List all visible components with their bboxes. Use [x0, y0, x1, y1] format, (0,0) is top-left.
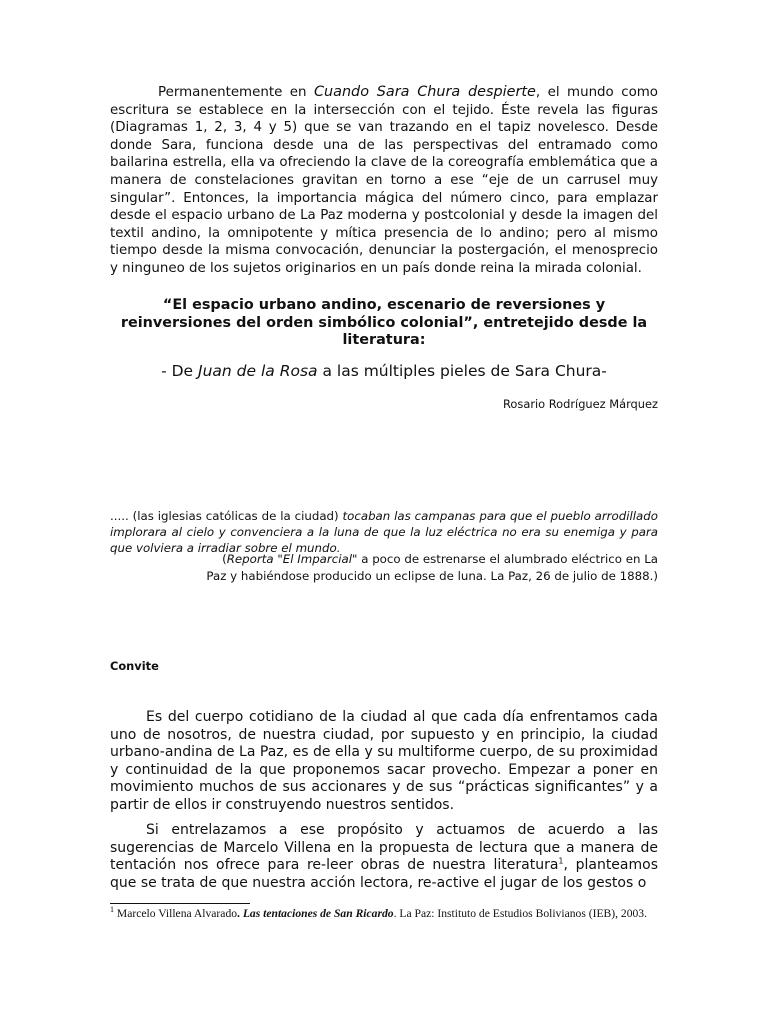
intro-paragraph [110, 84, 658, 278]
paragraph-1-text: Es del cuerpo cotidiano de la ciudad al que cada día enfrentamos cada uno de nosotros, de nuestra ciudad, por supuesto y en principio, la ciudad urbano-andina de La Paz, es de ella y su multiforme cuerpo, de su proximidad y continuidad de la que proponemos sacar provecho. Empezar a poner en movimiento muchos de sus accionares y de sus “prácticas significantes” y a partir de ellos ir construyendo nuestros sentidos. [110, 709, 658, 813]
source-open: ( [222, 552, 227, 566]
epigraph-quote [110, 508, 658, 556]
footnote [110, 906, 658, 922]
footnote-divider [110, 903, 250, 904]
subtitle-rest: a las múltiples pieles de Sara Chura- [317, 362, 607, 380]
subtitle-work: Juan de la Rosa [198, 362, 318, 380]
section-heading: Convite [110, 659, 159, 673]
source-italic: Reporta "El Imparcial" [226, 552, 358, 566]
footnote-publisher: . La Paz: Instituto de Estudios Bolivianos (IEB), 2003. [393, 907, 648, 920]
subtitle-lead: - De [161, 362, 199, 380]
article-author: Rosario Rodríguez Márquez [503, 397, 658, 411]
footnote-author: Marcelo Villena Alvarado [114, 907, 238, 920]
epigraph-italic: tocaban las campanas para que el pueblo arrodillado implorara al cielo y convenciera a la luna de que la luz eléctrica no era su enemiga y para que volviera a irradiar sobre el mundo. [110, 509, 658, 555]
article-title: “El espacio urbano andino, escenario de reversiones y reinversiones del orden simbólico colonial”, entretejido desde la literatura: [120, 297, 648, 348]
footnote-dot: . [237, 907, 243, 920]
article-subtitle [110, 362, 658, 380]
source-line-2: Paz y habiéndose producido un eclipse de luna. La Paz, 26 de julio de 1888.) [206, 569, 658, 583]
epigraph-source [110, 551, 658, 585]
footnote-marker: 1 [110, 905, 114, 915]
intro-lead: Permanentemente en [158, 85, 314, 100]
footnote-book-title: Las tentaciones de San Ricardo [242, 907, 394, 920]
footnote-reference[interactable]: 1 [558, 856, 564, 866]
paragraph-2-text-b: , planteamos que se trata de que nuestra acción lectora, re-active el jugar de los gestos o [110, 857, 658, 891]
epigraph-lead: ..... (las iglesias católicas de la ciudad) [110, 509, 343, 523]
paragraph-2-text-a: Si entrelazamos a ese propósito y actuamos de acuerdo a las sugerencias de Marcelo Villena en la propuesta de lectura que a manera de tentación nos ofrece para re-leer obras de nuestra literatura [110, 822, 658, 873]
source-rest: a poco de estrenarse el alumbrado eléctrico en La [357, 552, 658, 566]
body-paragraph-1 [110, 709, 658, 814]
body-paragraph-2 [110, 822, 658, 892]
intro-body: , el mundo como escritura se establece en la intersección con el tejido. Éste revela las figuras (Diagramas 1, 2, 3, 4 y 5) que se van trazando en el tapiz novelesco. Desde donde Sara, funciona desde una de las perspectivas del entramado como bailarina estrella, ella va ofreciendo la clave de la coreografía emblemática que a manera de constelaciones gravitan en torno a ese “eje de un carrusel muy singular”. Entonces, la importancia mágica del número cinco, para emplazar desde el espacio urbano de La Paz moderna y postcolonial y desde la imagen del textil andino, la omnipotente y mítica presencia de lo andino; pero al mismo tiempo desde la misma convocación, denunciar la postergación, el menosprecio y ninguneo de los sujetos originarios en un país donde reina la mirada colonial. [110, 85, 658, 276]
intro-work-title: Cuando Sara Chura despierte [313, 84, 536, 100]
